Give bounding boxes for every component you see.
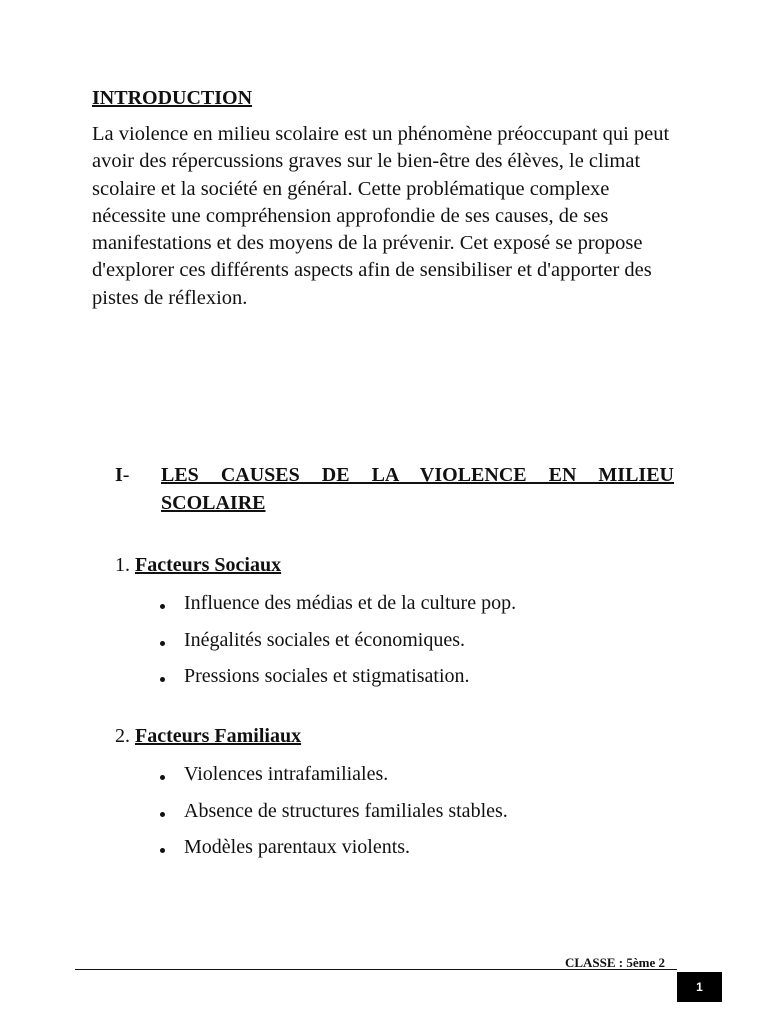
list-item-text: Violences intrafamiliales.	[184, 763, 389, 785]
bullet-icon	[160, 775, 165, 780]
introduction-paragraph: La violence en milieu scolaire est un phénomène préoccupant qui peut avoir des répercussions graves sur le bien-être des élèves, le climat scolaire et la société en général. Cette problématique complexe nécessite une compréhension approfondie de ses causes, de ses manifestations et des moyens de la prévenir. Cet exposé se propose d'explorer ces différents aspects afin de sensibiliser et d'apporter des pistes de réflexion.	[92, 123, 670, 309]
section-number: I-	[115, 464, 130, 486]
bullet-icon	[160, 641, 165, 646]
page-number-badge: 1	[677, 972, 722, 1002]
list-item	[158, 798, 508, 824]
list-item	[158, 627, 516, 653]
subsection-label: Facteurs Familiaux	[135, 725, 302, 747]
bullet-icon	[160, 848, 165, 853]
bullet-icon	[160, 812, 165, 817]
list-item-text: Inégalités sociales et économiques.	[184, 628, 466, 651]
list-item	[158, 834, 508, 860]
subsection-number: 2.	[115, 725, 130, 747]
list-item-text: Modèles parentaux violents.	[184, 836, 411, 858]
list-item	[158, 761, 508, 787]
list-item-text: Influence des médias et de la culture pop.	[184, 592, 517, 614]
list-item	[158, 590, 516, 616]
subsection-number: 1.	[115, 554, 130, 576]
bullet-list-family	[158, 761, 508, 871]
list-item-text: Absence de structures familiales stables.	[184, 799, 508, 822]
footer-class-label: CLASSE : 5ème 2	[564, 955, 665, 970]
subsection-heading-family	[115, 723, 301, 749]
list-item-text: Pressions sociales et stigmatisation.	[184, 665, 470, 687]
bullet-icon	[160, 604, 165, 609]
section-title: LES CAUSES DE LA VIOLENCE EN MILIEU SCOLAIRE	[161, 464, 674, 514]
introduction-heading: INTRODUCTION	[92, 87, 253, 109]
section-roman-numeral: I	[115, 464, 123, 486]
bullet-icon	[160, 677, 165, 682]
bullet-list-social	[158, 590, 516, 700]
subsection-heading-social	[115, 552, 281, 578]
list-item	[158, 663, 516, 689]
subsection-label: Facteurs Sociaux	[135, 554, 282, 576]
